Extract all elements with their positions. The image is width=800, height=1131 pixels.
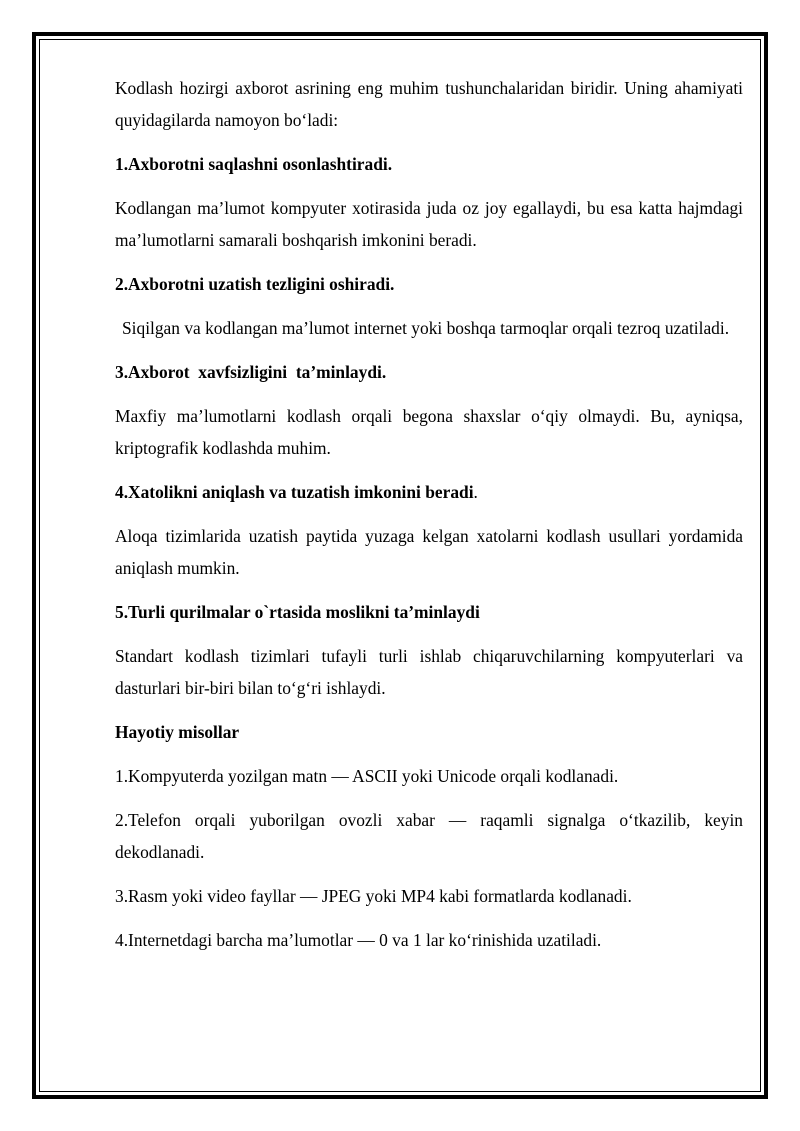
section-heading-5 [115, 596, 743, 628]
example-item-3: 3.Rasm yoki video fayllar — JPEG yoki MP4 kabi formatlarda kodlanadi. [115, 886, 632, 906]
example-item-4: 4.Internetdagi barcha ma’lumotlar — 0 va 1 lar ko‘rinishida uzatiladi. [115, 930, 602, 950]
section-body-4: Aloqa tizimlarida uzatish paytida yuzaga kelgan xatolarni kodlash usullari yordamida aniqlash mumkin. [115, 526, 743, 578]
section-heading-3 [115, 356, 743, 388]
intro-paragraph: Kodlash hozirgi axborot asrining eng muhim tushunchalaridan biridir. Uning ahamiyati quyidagilarda namoyon bo‘ladi: [115, 78, 743, 130]
section-heading-4-text: 4.Xatolikni aniqlash va tuzatish imkonini beradi [115, 482, 474, 502]
section-heading-2 [115, 268, 743, 300]
section-heading-4-trail: . [473, 482, 478, 502]
section-body-3: Maxfiy ma’lumotlarni kodlash orqali begona shaxslar o‘qiy olmaydi. Bu, ayniqsa, kriptografik kodlashda muhim. [115, 406, 743, 458]
section-heading-1-text: 1.Axborotni saqlashni osonlashtiradi. [115, 154, 393, 174]
section-heading-4 [115, 476, 743, 508]
section-heading-3-text: 3.Axborot xavfsizligini ta’minlaydi. [115, 362, 387, 382]
section-body-2: Siqilgan va kodlangan ma’lumot internet yoki boshqa tarmoqlar orqali tezroq uzatiladi. [122, 318, 730, 338]
section-heading-1 [115, 148, 743, 180]
document-body [115, 72, 743, 968]
section-heading-5-text: 5.Turli qurilmalar o`rtasida moslikni ta’minlaydi [115, 602, 480, 622]
example-item-1: 1.Kompyuterda yozilgan matn — ASCII yoki Unicode orqali kodlanadi. [115, 766, 619, 786]
section-heading-2-text: 2.Axborotni uzatish tezligini oshiradi. [115, 274, 395, 294]
examples-heading: Hayotiy misollar [115, 722, 240, 742]
section-body-1: Kodlangan ma’lumot kompyuter xotirasida juda oz joy egallaydi, bu esa katta hajmdagi ma’lumotlarni samarali boshqarish imkonini beradi. [115, 198, 743, 250]
example-item-2: 2.Telefon orqali yuborilgan ovozli xabar — raqamli signalga o‘tkazilib, keyin dekodlanadi. [115, 810, 743, 862]
section-body-5: Standart kodlash tizimlari tufayli turli ishlab chiqaruvchilarning kompyuterlari va dasturlari bir-biri bilan to‘g‘ri ishlaydi. [115, 646, 743, 698]
